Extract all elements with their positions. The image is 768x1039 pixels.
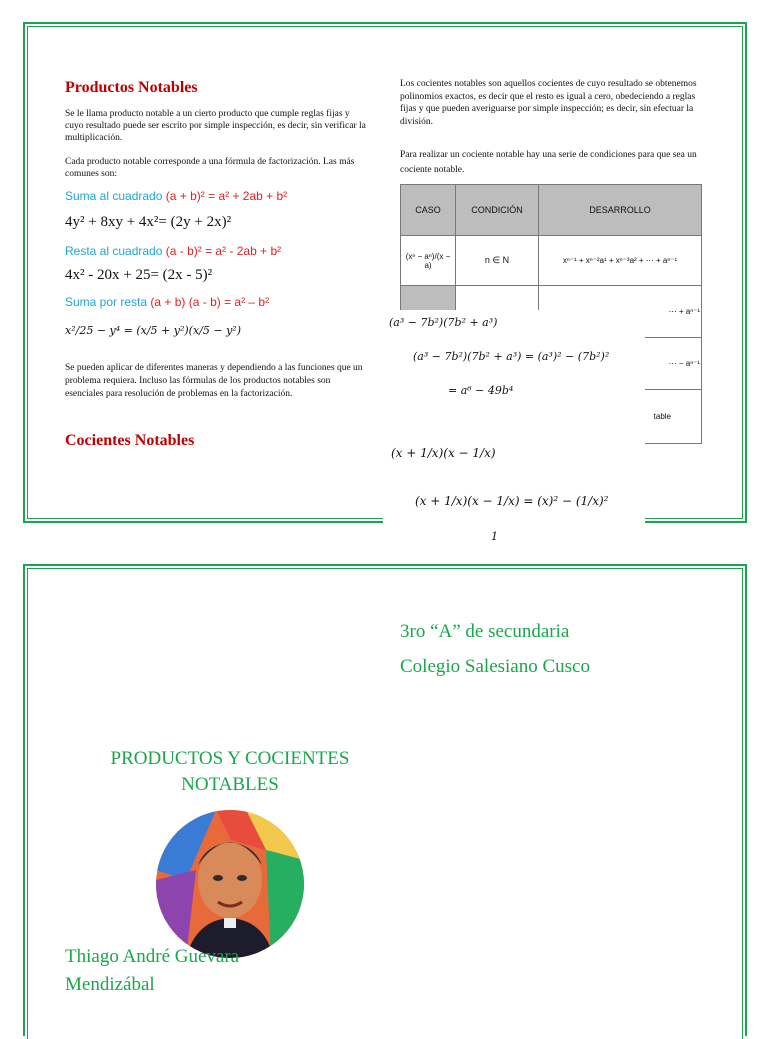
document-page-2 bbox=[0, 548, 768, 1024]
formula-overlay-image bbox=[383, 310, 645, 545]
cover-title-line-2: NOTABLES bbox=[181, 774, 279, 795]
portrait-image bbox=[156, 810, 304, 958]
table-cell-desarrollo: xⁿ⁻¹ + xⁿ⁻²a¹ + xⁿ⁻³a² + ⋯ + aⁿ⁻¹ bbox=[539, 236, 702, 286]
resta-cuadrado-line bbox=[65, 244, 281, 258]
suma-cuadrado-line bbox=[65, 189, 287, 203]
suma-resta-line bbox=[65, 295, 269, 309]
intro-paragraph: Se le llama producto notable a un cierto producto que cumple reglas fijas y cuyo resultado puede ser escrito por simple inspección, es decir, sin verificar la multiplicación. bbox=[65, 109, 366, 143]
resta-label: Resta al cuadrado bbox=[65, 244, 163, 258]
cover-title-line-1: PRODUCTOS Y COCIENTES bbox=[110, 748, 350, 769]
table-cell-partial: table bbox=[539, 390, 702, 444]
portrait-illustration bbox=[156, 810, 304, 958]
intro-paragraph-2: Cada producto notable corresponde a una fórmula de factorización. Las más comunes son: bbox=[65, 157, 355, 179]
table-cell-condicion: n ∈ N bbox=[456, 236, 539, 286]
table-cell-partial: ⋯ + aⁿ⁻¹ bbox=[539, 286, 702, 338]
page-border-inner bbox=[27, 568, 743, 1039]
table-header-caso: CASO bbox=[401, 185, 456, 236]
suma-label: Suma al cuadrado bbox=[65, 189, 163, 203]
table-header-condicion: CONDICIÓN bbox=[456, 185, 539, 236]
overlay-line-3: = a⁶ − 49b⁴ bbox=[448, 384, 514, 397]
aplicar-paragraph: Se pueden aplicar de diferentes maneras y dependiendo a las funciones que un problema requiera. Incluso las fórmulas de los productos notables son esenciales para resolución de problemas en la factorización. bbox=[65, 363, 363, 399]
heading-productos-notables: Productos Notables bbox=[65, 79, 198, 96]
fraction-example: x²/25 − y⁴ = (x/5 + y²)(x/5 − y²) bbox=[65, 324, 242, 337]
overlay-line-5: (x + 1/x)(x − 1/x) = (x)² − (1/x)² bbox=[415, 494, 609, 508]
overlay-line-4: (x + 1/x)(x − 1/x) bbox=[391, 446, 496, 460]
table-cell-partial: ⋯ − aⁿ⁻¹ bbox=[539, 338, 702, 390]
cocientes-intro-2: Para realizar un cociente notable hay una serie de condiciones para que sea un cociente notable. bbox=[400, 150, 697, 175]
overlay-line-2: (a³ − 7b²)(7b² + a³) = (a³)² − (7b²)² bbox=[413, 350, 610, 363]
suma-resta-label: Suma por resta bbox=[65, 295, 148, 309]
cover-title bbox=[65, 746, 395, 798]
overlay-line-6: 1 bbox=[491, 530, 498, 543]
resta-formula: (a - b)² = a² - 2ab + b² bbox=[165, 244, 282, 258]
author-name-line-1: Thiago André Guevara bbox=[65, 946, 240, 967]
resta-example: 4x² - 20x + 25= (2x - 5)² bbox=[65, 267, 213, 283]
cocientes-intro: Los cocientes notables son aquellos cocientes de cuyo resultado se obtenemos polinomios exactos, es decir que el resto es igual a cero, obedeciendo a reglas fijas y que pueden averiguarse por simple inspección; es decir, sin efectuar la división. bbox=[400, 79, 697, 127]
overlay-line-1: (a³ − 7b²)(7b² + a³) bbox=[389, 316, 498, 329]
suma-formula: (a + b)² = a² + 2ab + b² bbox=[165, 189, 288, 203]
author-name-line-2: Mendizábal bbox=[65, 974, 155, 995]
table-header-desarrollo: DESARROLLO bbox=[539, 185, 702, 236]
table-cell-caso: (xⁿ − aⁿ)/(x − a) bbox=[401, 236, 456, 286]
school-text: Colegio Salesiano Cusco bbox=[400, 656, 590, 677]
suma-example: 4y² + 8xy + 4x²= (2y + 2x)² bbox=[65, 214, 232, 230]
heading-cocientes-notables: Cocientes Notables bbox=[65, 432, 195, 449]
grade-text: 3ro “A” de secundaria bbox=[400, 621, 570, 642]
suma-resta-formula: (a + b) (a - b) = a² – b² bbox=[150, 295, 270, 309]
